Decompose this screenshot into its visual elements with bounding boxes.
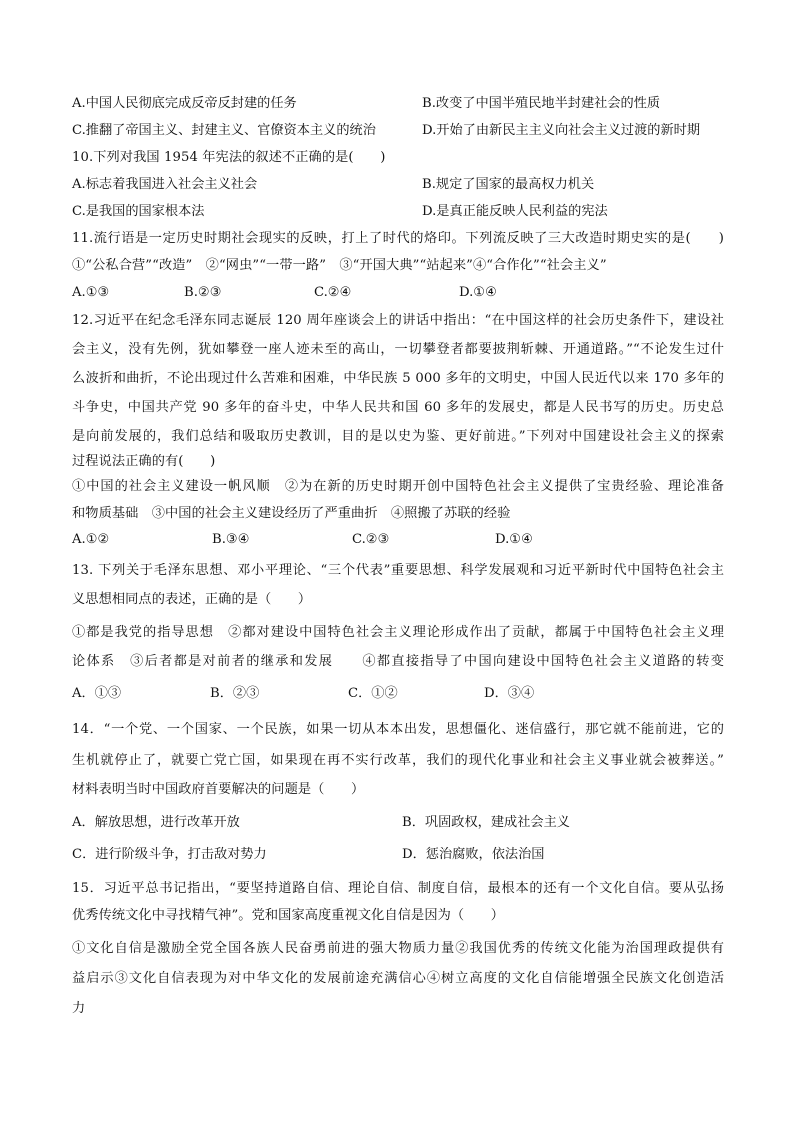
q12-stem-line-2: 会主义，没有先例，犹如攀登一座人迹未至的高山，一切攀登者都要披荆斩棘、开通道路。”“不论发生过什 [72,342,724,357]
q9-option-b: B.改变了中国半殖民地半封建社会的性质 [422,96,661,111]
q12-option-b: B.③④ [212,532,250,547]
q9-option-c: C.推翻了帝国主义、封建主义、官僚资本主义的统治 [72,123,376,138]
q12-items-line-1: ①中国的社会主义建设一帆风顺 ②为在新的历史时期开创中国特色社会主义提供了宝贵经验、理论准备 [72,479,724,494]
q15-items-line-1: ①文化自信是激励全党全国各族人民奋勇前进的强大物质力量②我国优秀的传统文化能为治国理政提供有 [72,941,724,956]
q13-option-a: A．①③ [72,686,122,701]
q9-option-a: A.中国人民彻底完成反帝反封建的任务 [72,96,297,111]
q12-stem-line-5: 是向前发展的，我们总结和吸取历史教训，目的是以史为鉴、更好前进。”下列对中国建设社会主义的探索 [72,429,724,444]
q12-stem-line-4: 斗争史，中国共产党 90 多年的奋斗史，中华人民共和国 60 多年的发展史，都是人民书写的历史。历史总 [72,400,724,415]
q11-option-c: C.②④ [314,285,352,300]
q12-option-d: D.①④ [495,532,533,547]
q15-items-line-2: 益启示③文化自信表现为对中华文化的发展前途充满信心④树立高度的文化自信能增强全民族文化创造活 [72,971,724,986]
q12-stem-line-1: 12.习近平在纪念毛泽东同志诞辰 120 周年座谈会上的讲话中指出：“在中国这样的社会历史条件下，建设社 [72,313,724,328]
q13-items-line-2: 论体系 ③后者都是对前者的继承和发展 ④都直接指导了中国向建设中国特色社会主义道路的转变 [72,654,724,669]
q15-items-line-3: 力 [72,1001,86,1016]
q12-option-c: C.②③ [352,532,390,547]
q10-option-a: A.标志着我国进入社会主义社会 [72,177,258,192]
q10-stem: 10.下列对我国 1954 年宪法的叙述不正确的是( ) [72,150,386,165]
q10-option-d: D.是真正能反映人民利益的宪法 [422,204,608,219]
q14-option-d: D．惩治腐败，依法治国 [402,847,545,862]
q11-option-a: A.①③ [72,285,110,300]
q12-stem-line-6: 过程说法正确的有( ) [72,454,216,469]
q14-option-a: A．解放思想，进行改革开放 [72,815,240,830]
q11-stem: 11.流行语是一定历史时期社会现实的反映，打上了时代的烙印。下列流反映了三大改造时期史实的是( ) [72,231,724,246]
q12-items-line-2: 和物质基础 ③中国的社会主义建设经历了严重曲折 ④照搬了苏联的经验 [72,506,511,521]
q14-stem-line-2: 生机就停止了，就要亡党亡国，如果现在再不实行改革，我们的现代化事业和社会主义事业就会被葬送。” [72,753,724,768]
q12-option-a: A.①② [72,532,110,547]
q13-stem-line-2: 义思想相同点的表述，正确的是（ ） [72,592,312,607]
q13-option-b: B．②③ [210,686,260,701]
q15-stem-line-1: 15．习近平总书记指出，“要坚持道路自信、理论自信、制度自信，最根本的还有一个文化自信。要从弘扬 [72,881,724,896]
q11-items: ①“公私合营”“改造” ②“网虫”“一带一路” ③“开国大典”“站起来”④“合作化”“社会主义” [72,258,607,273]
q13-stem-line-1: 13. 下列关于毛泽东思想、邓小平理论、“三个代表”重要思想、科学发展观和习近平新时代中国特色社会主 [72,563,724,578]
q14-option-c: C．进行阶级斗争，打击敌对势力 [72,847,267,862]
q14-option-b: B．巩固政权，建成社会主义 [402,815,570,830]
q12-stem-line-3: 么波折和曲折，不论出现过什么苦难和困难，中华民族 5 000 多年的文明史，中国人民近代以来 170 多年的 [72,371,724,386]
q10-option-b: B.规定了国家的最高权力机关 [422,177,595,192]
q13-option-d: D．③④ [484,686,535,701]
q10-option-c: C.是我国的国家根本法 [72,204,205,219]
q14-stem-line-1: 14．“一个党、一个国家、一个民族，如果一切从本本出发，思想僵化、迷信盛行，那它就不能前进，它的 [72,722,724,737]
q15-stem-line-2: 优秀传统文化中寻找精气神”。党和国家高度重视文化自信是因为（ ） [72,908,505,923]
q11-option-b: B.②③ [184,285,222,300]
q11-option-d: D.①④ [459,285,497,300]
q13-option-c: C．①② [348,686,398,701]
q13-items-line-1: ①都是我党的指导思想 ②都对建设中国特色社会主义理论形成作出了贡献，都属于中国特色社会主义理 [72,625,724,640]
q14-stem-line-3: 材料表明当时中国政府首要解决的问题是（ ） [72,782,365,797]
q9-option-d: D.开始了由新民主主义向社会主义过渡的新时期 [422,123,701,138]
